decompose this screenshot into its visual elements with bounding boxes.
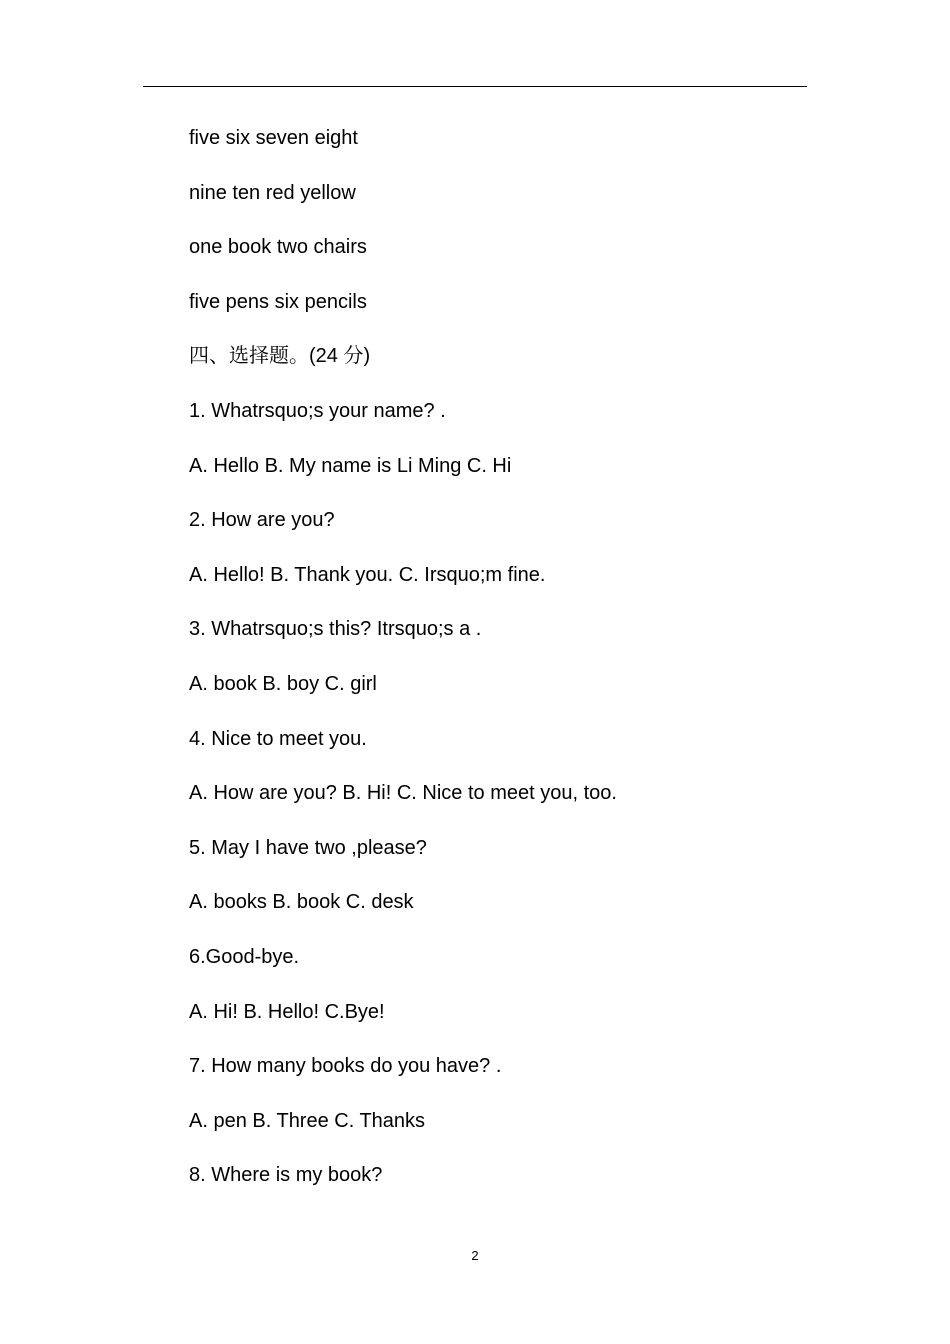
page-number: 2: [471, 1248, 479, 1263]
text-line: one book two chairs: [189, 236, 367, 259]
text-line: five pens six pencils: [189, 290, 367, 313]
question-1: 1. Whatrsquo;s your name? .: [189, 399, 446, 422]
section-heading: 四、选择题。(24 分): [189, 345, 371, 368]
options-7: A. pen B. Three C. Thanks: [189, 1109, 426, 1132]
question-7: 7. How many books do you have? .: [189, 1055, 502, 1078]
question-4: 4. Nice to meet you.: [189, 727, 367, 750]
text-line: nine ten red yellow: [189, 181, 356, 204]
question-8: 8. Where is my book?: [189, 1164, 383, 1187]
options-6: A. Hi! B. Hello! C.Bye!: [189, 1000, 385, 1023]
options-1: A. Hello B. My name is Li Ming C. Hi: [189, 454, 512, 477]
options-4: A. How are you? B. Hi! C. Nice to meet you, too.: [189, 782, 617, 805]
question-3: 3. Whatrsquo;s this? Itrsquo;s a .: [189, 618, 482, 641]
question-6: 6.Good-bye.: [189, 945, 300, 968]
options-2: A. Hello! B. Thank you. C. Irsquo;m fine.: [189, 563, 546, 586]
options-5: A. books B. book C. desk: [189, 891, 414, 914]
text-line: five six seven eight: [189, 127, 358, 149]
question-2: 2. How are you?: [189, 509, 335, 532]
header-rule: [143, 86, 807, 87]
document-body: [189, 123, 809, 1215]
question-5: 5. May I have two ,please?: [189, 836, 427, 859]
options-3: A. book B. boy C. girl: [189, 672, 377, 695]
